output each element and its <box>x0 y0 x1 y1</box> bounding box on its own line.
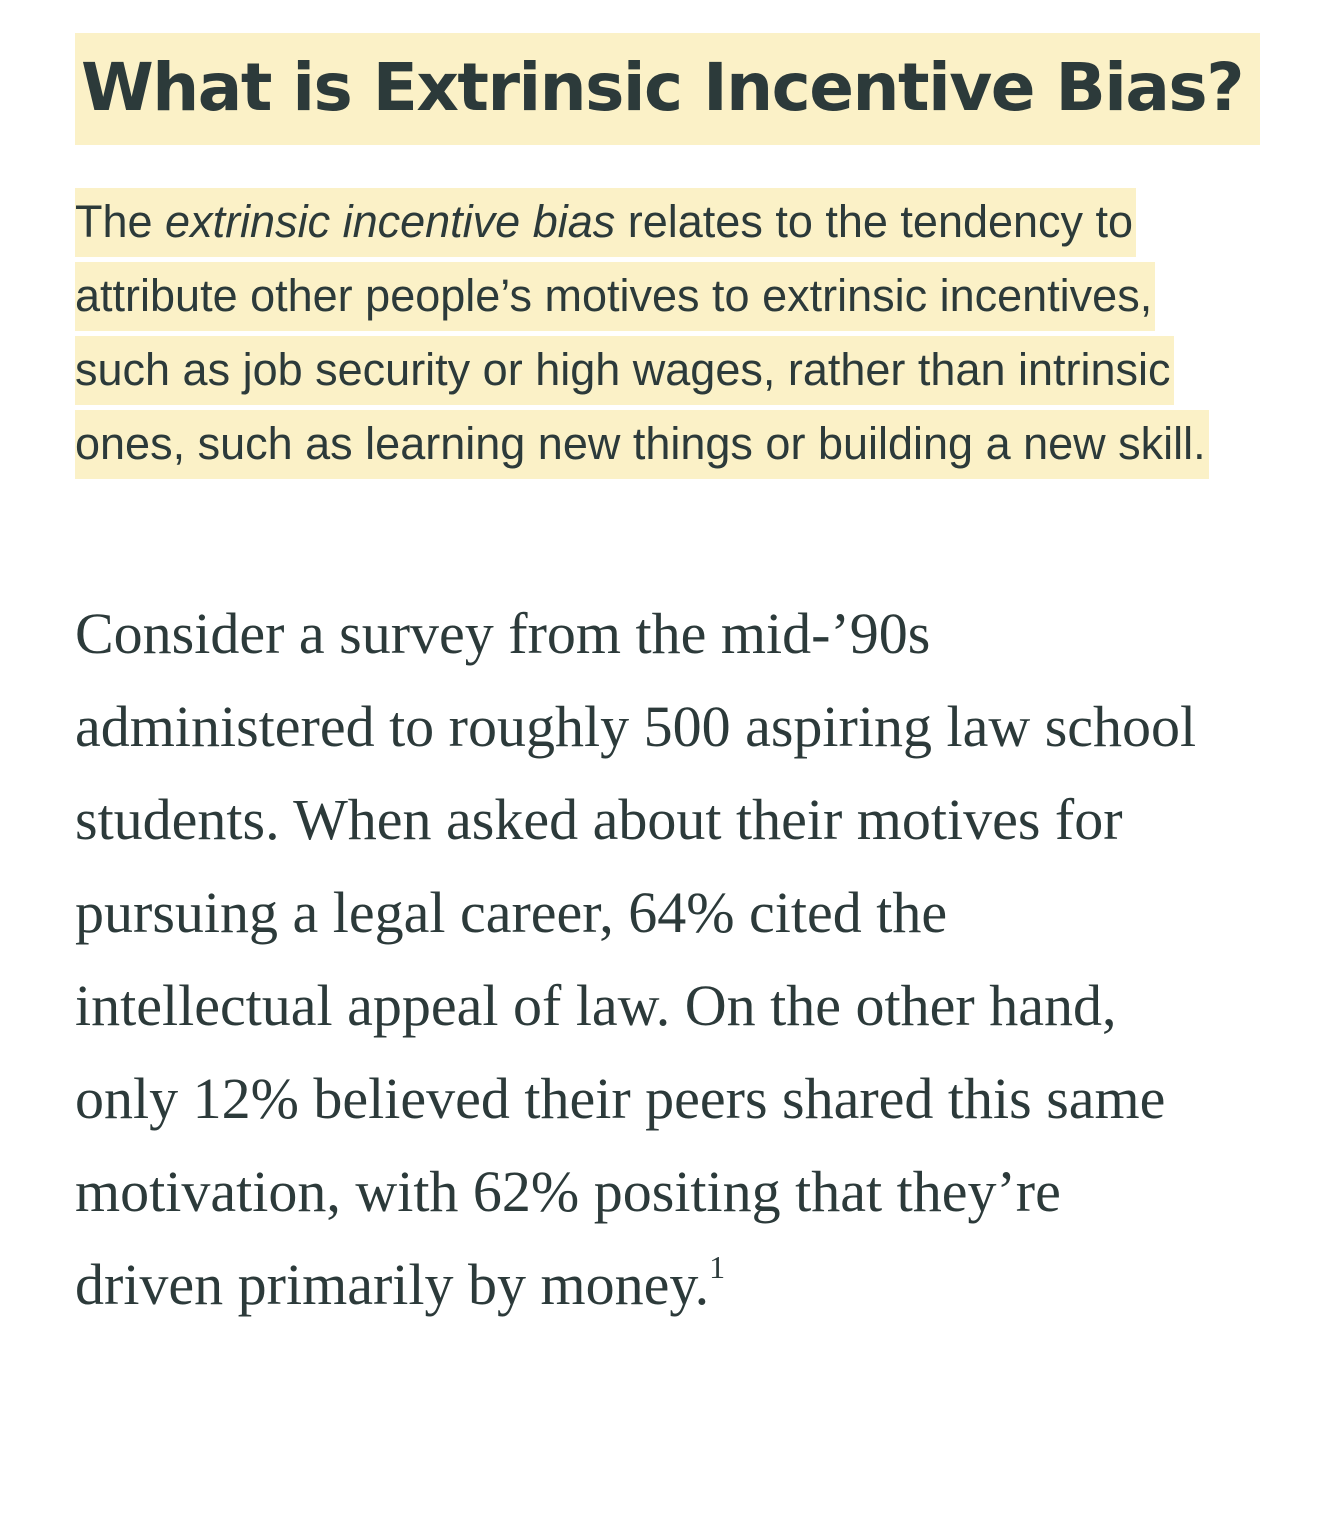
definition-lead: The <box>75 196 166 247</box>
footnote-link[interactable]: 1 <box>709 1248 726 1285</box>
definition-text: relates to the tendency to attribute other people’s motives to extrinsic incentives, such as job security or high wages, rather than intrinsic ones, such as learning new things or building a new skill. <box>75 196 1206 469</box>
definition-term: extrinsic incentive bias <box>165 196 616 247</box>
article <box>75 33 1260 1331</box>
section-heading: What is Extrinsic Incentive Bias? <box>81 49 1243 126</box>
body-paragraph <box>75 587 1215 1331</box>
heading-highlight <box>75 33 1260 145</box>
definition-highlight <box>75 188 1209 479</box>
definition-callout <box>75 185 1235 481</box>
paragraph-text: Consider a survey from the mid-’90s administered to roughly 500 aspiring law school students. When asked about their motives for pursuing a legal career, 64% cited the intellectual appeal of law. On the other hand, only 12% believed their peers shared this same motivation, with 62% positing that they’re driven primarily by money. <box>75 601 1197 1317</box>
